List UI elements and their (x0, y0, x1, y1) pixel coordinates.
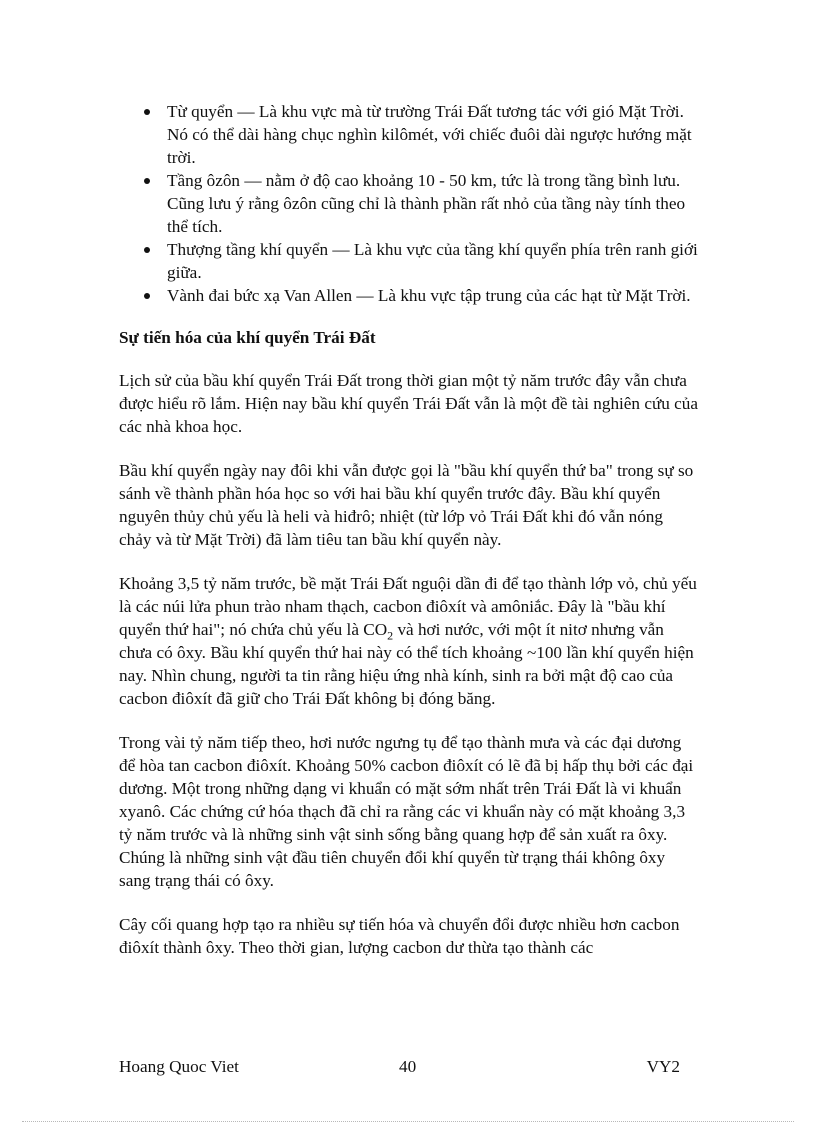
bullet-item-van-allen-belt (119, 284, 699, 307)
bullet-dot-icon (144, 178, 150, 184)
bullet-text: Thượng tầng khí quyển — Là khu vực của tầng khí quyển phía trên ranh giới giữa. (167, 240, 698, 282)
section-heading: Sự tiến hóa của khí quyển Trái Đất (119, 328, 376, 347)
paragraph-cyanobacteria: Trong vài tỷ năm tiếp theo, hơi nước ngưng tụ để tạo thành mưa và các đại dương để hòa tan cacbon điôxít. Khoảng 50% cacbon điôxít có lẽ đã bị hấp thụ bởi các đại dương. Một trong những dạng vi khuẩn có mặt sớm nhất trên Trái Đất là vi khuẩn xyanô. Các chứng cứ hóa thạch đã chỉ ra rằng các vi khuẩn này có mặt khoảng 3,3 tỷ năm trước và là những sinh vật sinh sống bằng quang hợp để sản xuất ra ôxy. Chúng là những sinh vật đầu tiên chuyển đổi khí quyển từ trạng thái không ôxy sang trạng thái có ôxy. (119, 733, 694, 890)
paragraph-text: và hơi nước, với một ít nitơ nhưng vẫn chưa có ôxy. Bầu khí quyển thứ hai này có thể tích khoảng ~100 lần khí quyển hiện nay. Nhìn chung, người ta tin rằng hiệu ứng nhà kính, sinh ra bởi mật độ cao của cacbon điôxít đã giữ cho Trái Đất không bị đóng băng. (119, 620, 694, 708)
page-bottom-divider (22, 1121, 794, 1122)
paragraph-plants: Cây cối quang hợp tạo ra nhiều sự tiến hóa và chuyển đổi được nhiều hơn cacbon điôxít thành ôxy. Theo thời gian, lượng cacbon dư thừa tạo thành các (119, 915, 680, 957)
bullet-list (119, 100, 699, 307)
co2-formula (363, 620, 394, 643)
bullet-dot-icon (144, 247, 150, 253)
bullet-dot-icon (144, 109, 150, 115)
paragraph-second-atmosphere (119, 572, 699, 710)
footer-author: Hoang Quoc Viet (119, 1057, 239, 1076)
bullet-item-ozone-layer (119, 169, 699, 238)
co2-subscript: 2 (387, 628, 394, 643)
paragraph-text: Khoảng 3,5 tỷ năm trước, bề mặt Trái Đất nguội dần đi để tạo thành lớp vỏ, chủ yếu là các núi lửa phun trào nham thạch, cacbon điôxít và amôniắc. Đây là "bầu khí quyển thứ hai"; nó chứa chủ yếu là (119, 574, 697, 639)
paragraph-history: Lịch sử của bầu khí quyển Trái Đất trong thời gian một tỷ năm trước đây vẫn chưa được hiểu rõ lắm. Hiện nay bầu khí quyển Trái Đất vẫn là một đề tài nghiên cứu của các nhà khoa học. (119, 371, 699, 436)
bullet-item-upper-atmosphere (119, 238, 699, 284)
bullet-text: Vành đai bức xạ Van Allen — Là khu vực tập trung của các hạt từ Mặt Trời. (167, 286, 691, 305)
co2-base: CO (363, 620, 388, 639)
page-footer (119, 1055, 680, 1079)
bullet-dot-icon (144, 293, 150, 299)
bullet-text: Từ quyển — Là khu vực mà từ trường Trái Đất tương tác với gió Mặt Trời. Nó có thể dài hàng chục nghìn kilômét, với chiếc đuôi dài ngược hướng mặt trời. (167, 102, 692, 167)
bullet-item-magnetosphere (119, 100, 699, 169)
page-content (119, 100, 699, 959)
footer-code: VY2 (646, 1057, 680, 1076)
footer-page-number: 40 (399, 1057, 417, 1076)
paragraph-third-atmosphere: Bầu khí quyển ngày nay đôi khi vẫn được gọi là "bầu khí quyển thứ ba" trong sự so sánh về thành phần hóa học so với hai bầu khí quyển trước đây. Bầu khí quyển nguyên thủy chủ yếu là heli và hiđrô; nhiệt (từ lớp vỏ Trái Đất khi đó vẫn nóng chảy và từ Mặt Trời) đã làm tiêu tan bầu khí quyển này. (119, 461, 694, 549)
bullet-text: Tầng ôzôn — nằm ở độ cao khoảng 10 - 50 km, tức là trong tầng bình lưu. Cũng lưu ý rằng ôzôn cũng chỉ là thành phần rất nhỏ của tầng này tính theo thể tích. (167, 171, 686, 236)
